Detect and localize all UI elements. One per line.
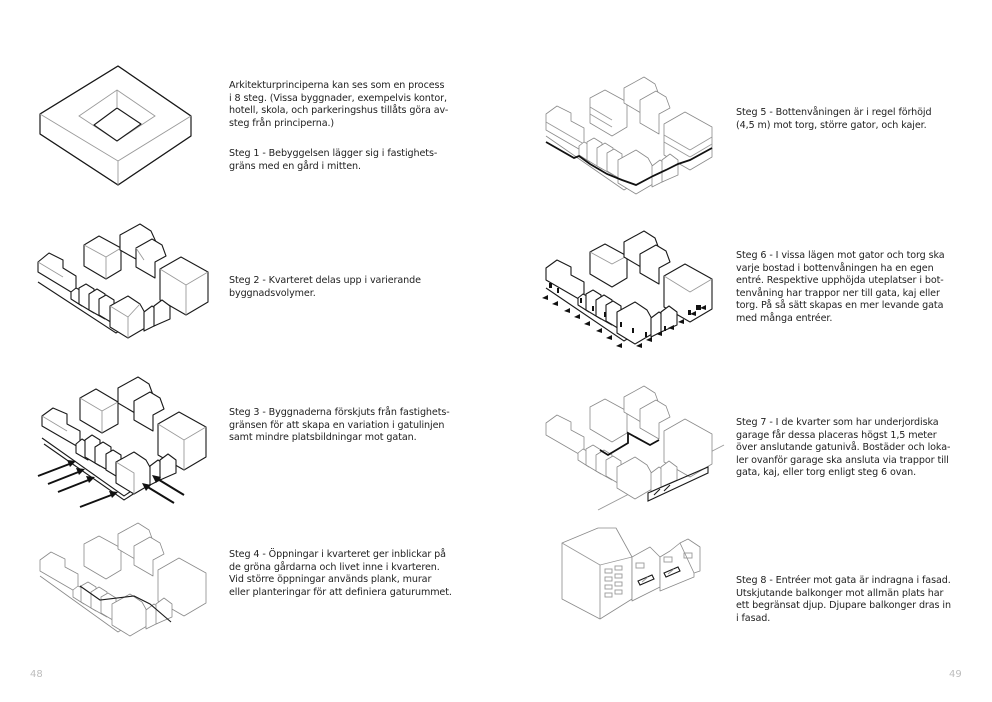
step-4-figure [38, 516, 198, 641]
intro-line: i 8 steg. (Vissa byggnader, exempelvis kontor, [229, 92, 447, 104]
step-3-figure [36, 368, 206, 508]
varied-volumes-diagram [36, 220, 196, 340]
step-5-figure [544, 72, 704, 197]
intro-text [229, 80, 479, 174]
step-8-figure [560, 527, 705, 627]
intro-line: hotell, skola, och parkeringshus tillåts göra av- [229, 105, 449, 117]
courtyard-block-diagram [38, 64, 198, 184]
intro-line: Arkitekturprinciperna kan ses som en process [229, 80, 445, 91]
step-2-figure [36, 220, 196, 340]
block-openings-diagram [38, 516, 198, 641]
step-7-text: Steg 7 - I de kvarter som har underjordiska garage får dessa placeras högst 1,5 meter över anslutande gatunivå. Bostäder och loka- ler ovanför garage ska ansluta via trappor till gata, kaj, eller torg enligt steg 6 ovan. [736, 417, 951, 479]
step-4-text: Steg 4 - Öppningar i kvarteret ger inblickar på de gröna gårdarna och livet inne i kvarteren. Vid större öppningar används plank, murar eller planteringar för att definiera gaturummet. [229, 549, 452, 598]
facade-balconies-diagram [560, 527, 705, 627]
raised-ground-floor-diagram [544, 72, 704, 197]
step-2-text: Steg 2 - Kvarteret delas upp i varierande byggnadsvolymer. [229, 275, 421, 299]
step-1-figure [38, 64, 198, 184]
ground-floor-entrances-diagram [540, 228, 710, 358]
step-6-figure [540, 228, 710, 358]
step-3-text: Steg 3 - Byggnaderna förskjuts från fastighets- gränsen för att skapa en variation i gatulinjen samt mindre platsbildningar mot gatan. [229, 407, 450, 444]
step-7-figure [540, 383, 725, 513]
right-page [496, 0, 992, 702]
step-5-text: Steg 5 - Bottenvåningen är i regel förhöjd (4,5 m) mot torg, större gator, och kajer. [736, 107, 932, 131]
page-number-right: 49 [949, 669, 962, 680]
page-number-left: 48 [30, 669, 43, 680]
underground-garage-diagram [540, 383, 725, 513]
intro-line: steg från principerna.) [229, 117, 335, 129]
step-6-text: Steg 6 - I vissa lägen mot gator och torg ska varje bostad i bottenvåningen ha en egen entré. Respektive upphöjda uteplatser i bot- tenvåning har trappor ner till gata, kaj eller torg. På så sätt skapas en mer levande gata med många entréer. [736, 250, 945, 324]
step-8-text: Steg 8 - Entréer mot gata är indragna i fasad. Utskjutande balkonger mot allmän plats har ett begränsat djup. Djupare balkonger dras in i fasad. [736, 575, 951, 624]
step-1-text: Steg 1 - Bebyggelsen lägger sig i fastighets- gräns med en gård i mitten. [229, 148, 438, 172]
shifted-volumes-arrows-diagram [36, 368, 206, 508]
